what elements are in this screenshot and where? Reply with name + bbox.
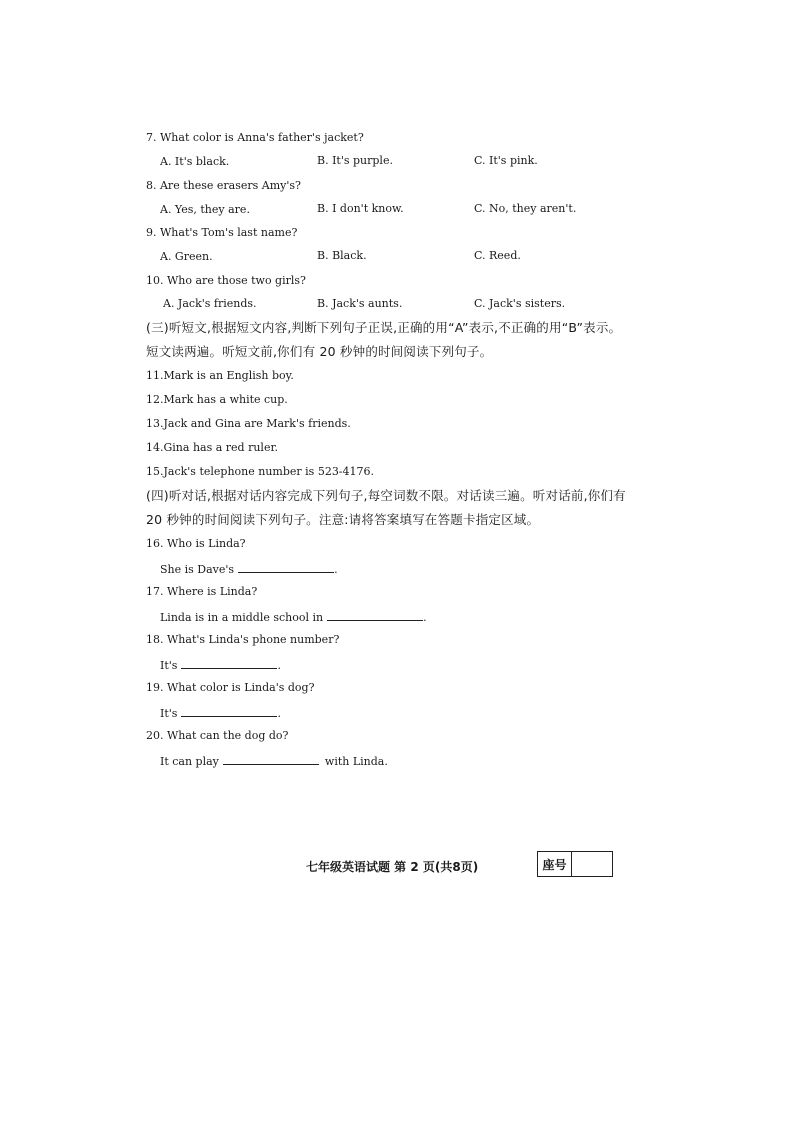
option-10c: C. Jack's sisters. <box>474 297 566 310</box>
answer-suffix: . <box>277 707 281 720</box>
answer-line-17 <box>160 609 427 625</box>
seat-number-box <box>537 851 613 877</box>
answer-suffix: . <box>423 611 427 624</box>
answer-suffix: . <box>277 659 281 672</box>
answer-suffix: with Linda. <box>324 755 388 768</box>
option-8c: C. No, they aren't. <box>474 202 577 215</box>
option-7a: A. It's black. <box>160 155 230 168</box>
seat-number-label: 座号 <box>538 852 572 876</box>
option-10b: B. Jack's aunts. <box>317 297 403 310</box>
section3-instruction-1: (三)听短文,根据短文内容,判断下列句子正误,正确的用“A”表示,不正确的用“B”表示。 <box>146 320 622 335</box>
answer-line-16 <box>160 561 338 577</box>
option-8a: A. Yes, they are. <box>160 203 250 216</box>
section4-instruction-2: 20 秒钟的时间阅读下列句子。注意:请将答案填写在答题卡指定区域。 <box>146 512 540 527</box>
option-9a: A. Green. <box>160 250 213 263</box>
question-20: 20. What can the dog do? <box>146 729 289 742</box>
question-17: 17. Where is Linda? <box>146 585 258 598</box>
answer-blank[interactable] <box>223 753 319 765</box>
answer-blank[interactable] <box>327 609 423 621</box>
answer-blank[interactable] <box>181 657 277 669</box>
page-footer: 七年级英语试题 第 2 页(共8页) <box>306 860 479 874</box>
answer-line-20 <box>160 753 388 769</box>
option-9b: B. Black. <box>317 249 367 262</box>
question-7: 7. What color is Anna's father's jacket? <box>146 131 364 144</box>
answer-prefix: She is Dave's <box>160 563 235 576</box>
statement-15: 15.Jack's telephone number is 523-4176. <box>146 465 375 478</box>
question-10: 10. Who are those two girls? <box>146 274 306 287</box>
answer-line-19 <box>160 705 281 721</box>
question-19: 19. What color is Linda's dog? <box>146 681 315 694</box>
answer-prefix: Linda is in a middle school in <box>160 611 324 624</box>
answer-prefix: It's <box>160 707 178 720</box>
question-8: 8. Are these erasers Amy's? <box>146 179 301 192</box>
statement-12: 12.Mark has a white cup. <box>146 393 288 406</box>
option-7b: B. It's purple. <box>317 154 393 167</box>
statement-13: 13.Jack and Gina are Mark's friends. <box>146 417 351 430</box>
question-9: 9. What's Tom's last name? <box>146 226 298 239</box>
answer-prefix: It can play <box>160 755 219 768</box>
section3-instruction-2: 短文读两遍。听短文前,你们有 20 秒钟的时间阅读下列句子。 <box>146 344 493 359</box>
question-18: 18. What's Linda's phone number? <box>146 633 340 646</box>
option-10a: A. Jack's friends. <box>163 297 257 310</box>
option-7c: C. It's pink. <box>474 154 538 167</box>
statement-14: 14.Gina has a red ruler. <box>146 441 278 454</box>
answer-blank[interactable] <box>181 705 277 717</box>
seat-number-field[interactable] <box>572 852 612 876</box>
statement-11: 11.Mark is an English boy. <box>146 369 294 382</box>
section4-instruction-1: (四)听对话,根据对话内容完成下列句子,每空词数不限。对话读三遍。听对话前,你们有 <box>146 488 626 503</box>
question-16: 16. Who is Linda? <box>146 537 246 550</box>
option-8b: B. I don't know. <box>317 202 404 215</box>
answer-suffix: . <box>334 563 338 576</box>
answer-line-18 <box>160 657 281 673</box>
answer-blank[interactable] <box>238 561 334 573</box>
answer-prefix: It's <box>160 659 178 672</box>
option-9c: C. Reed. <box>474 249 521 262</box>
